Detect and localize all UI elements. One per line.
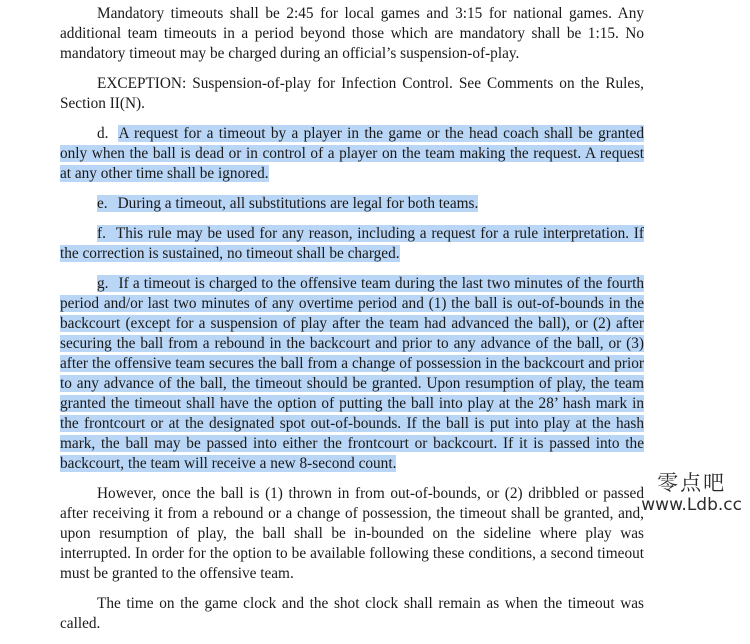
however-text: However, once the ball is (1) thrown in from out-of-bounds, or (2) dribbled or passed after receiving it from a rebound or a change of possession, the timeout shall be granted, and, upon resumption of play, the ball shall be in-bounded on the sideline where play was interrupted. In order for the option to be available following these conditions, a second timeout must be granted to the offensive team. xyxy=(60,485,644,582)
item-g-highlighted-text[interactable]: If a timeout is charged to the offensive team during the last two minutes of the fourth period and/or last two minutes of any overtime period and (1) the ball is out-of-bounds in the backcourt (except for a suspension of play after the team had advanced the ball), or (2) after securing the ball from a rebound in the backcourt and prior to any advance of the ball, or (3) after the offensive team secures the ball from a change of possession in the backcourt and prior to any advance of the ball, the timeout should be granted. Upon resumption of play, the team granted the timeout shall have the option of putting the ball into play at the 28’ hash mark in the frontcourt or at the designated spot out-of-bounds. If the ball is put into play at the hash mark, the ball may be passed into either the frontcourt or backcourt. If it is passed into the backcourt, the team will receive a new 8-second count. xyxy=(60,275,644,472)
item-f-paragraph xyxy=(60,224,644,264)
item-e-highlighted-text[interactable]: During a timeout, all substitutions are legal for both teams. xyxy=(117,195,479,212)
rulebook-page xyxy=(60,4,644,644)
mandatory-timeouts-paragraph xyxy=(60,4,644,64)
item-d-highlighted-text[interactable]: A request for a timeout by a player in the game or the head coach shall be granted only when the ball is dead or in control of a player on the team making the request. A request at any other time shall be ignored. xyxy=(60,125,644,182)
game-clock-paragraph xyxy=(60,594,644,634)
item-d-paragraph xyxy=(60,124,644,184)
exception-text: EXCEPTION: Suspension-of-play for Infection Control. See Comments on the Rules, Section II(N). xyxy=(60,75,644,112)
item-e-paragraph xyxy=(60,194,644,214)
site-watermark xyxy=(641,471,742,515)
item-g-label: g. xyxy=(97,275,109,292)
item-f-label: f. xyxy=(97,225,106,242)
item-g-paragraph xyxy=(60,274,644,474)
game-clock-text: The time on the game clock and the shot clock shall remain as when the timeout was called. xyxy=(60,595,644,632)
item-f-highlighted-text[interactable]: This rule may be used for any reason, including a request for a rule interpretation. If the correction is sustained, no timeout shall be charged. xyxy=(60,225,644,262)
however-paragraph xyxy=(60,484,644,584)
watermark-chinese-text: 零点吧 xyxy=(657,471,727,495)
item-e-label: e. xyxy=(97,195,108,212)
item-d-label: d. xyxy=(97,125,109,142)
watermark-url: www.Ldb.cc xyxy=(641,495,742,515)
mandatory-timeouts-text: Mandatory timeouts shall be 2:45 for local games and 3:15 for national games. Any additional team timeouts in a period beyond those which are mandatory shall be 1:15. No mandatory timeout may be charged during an official’s suspension-of-play. xyxy=(60,5,644,62)
exception-paragraph xyxy=(60,74,644,114)
